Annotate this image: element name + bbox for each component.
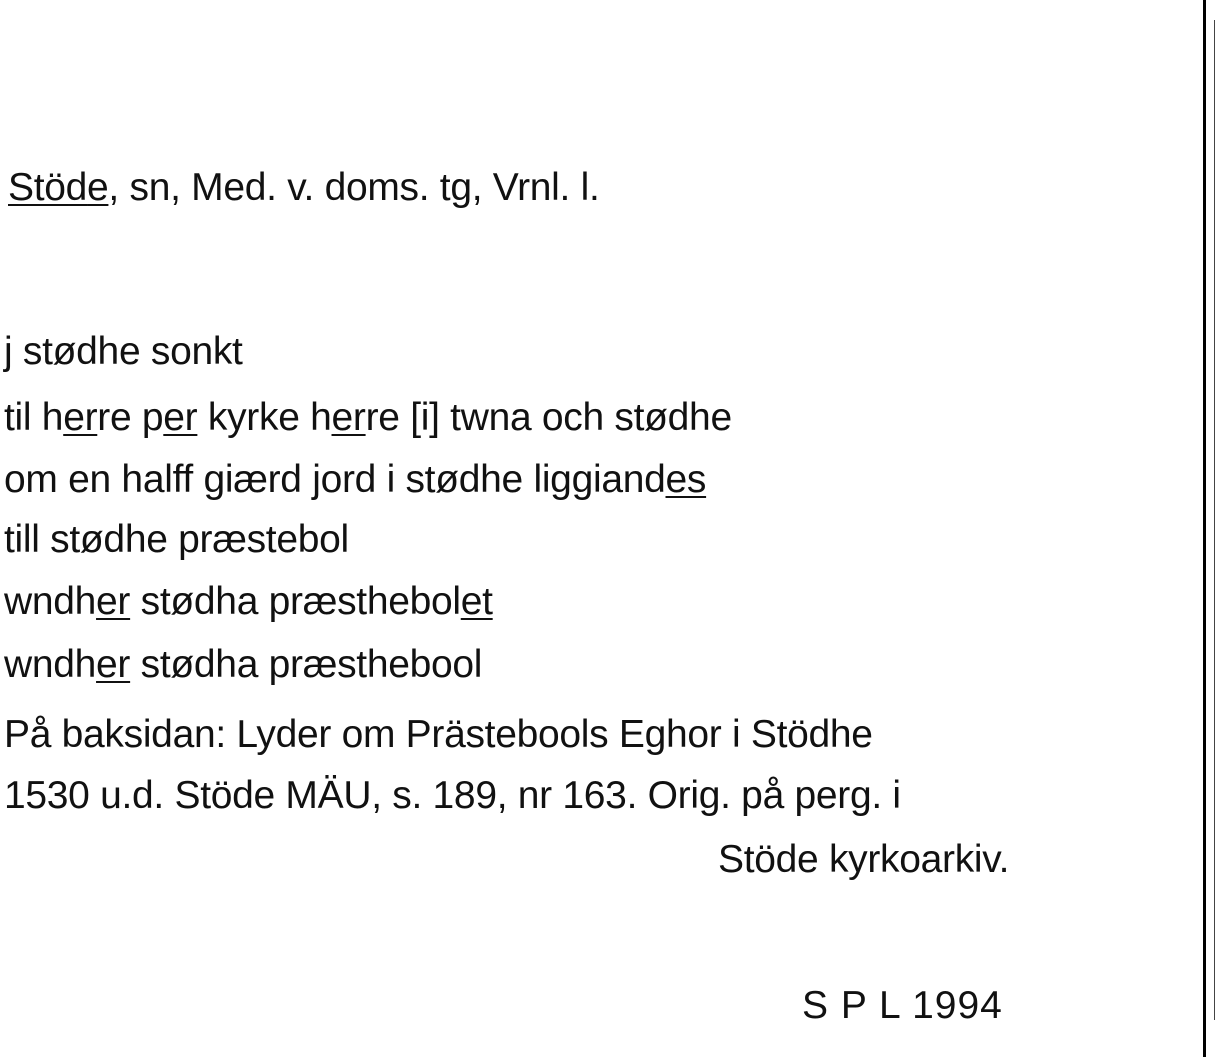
abbreviation-expansion: er <box>163 396 198 439</box>
abbreviation-expansion: er <box>63 396 98 439</box>
abbreviation-expansion: er <box>331 396 366 439</box>
place-name-underlined-letter: e <box>87 166 109 209</box>
source-citation: 1530 u.d. Stöde MÄU, s. 189, nr 163. Orig. på perg. i <box>4 774 901 817</box>
text-line-5: wndher stødha præsthebolet <box>4 580 493 623</box>
signature: S P L 1994 <box>802 984 1003 1027</box>
place-name-prefix: Stöd <box>8 166 88 209</box>
source-citation-continued: Stöde kyrkoarkiv. <box>718 838 1010 881</box>
text-line-1: j stødhe sonkt <box>4 330 243 373</box>
text-line-2: til herre per kyrke herre [i] twna och stødhe <box>4 396 732 439</box>
place-name <box>8 166 108 209</box>
entry-heading <box>8 168 599 207</box>
abbreviation-expansion: er <box>96 643 131 686</box>
entry-heading-details: , sn, Med. v. doms. tg, Vrnl. l. <box>108 166 600 209</box>
abbreviation-expansion: et <box>460 580 493 623</box>
abbreviation-expansion: er <box>96 580 131 623</box>
text-line-4: till stødhe præstebol <box>4 518 349 561</box>
abbreviation-expansion: es <box>665 458 707 501</box>
text-line-6: wndher stødha præsthebool <box>4 643 483 686</box>
card-edge-line-inner <box>1214 20 1215 1020</box>
card-edge-line <box>1203 0 1206 1057</box>
text-line-3: om en halff giærd jord i stødhe liggiandes <box>4 458 707 501</box>
text-line-7: På baksidan: Lyder om Prästebools Eghor i Stödhe <box>4 713 873 756</box>
